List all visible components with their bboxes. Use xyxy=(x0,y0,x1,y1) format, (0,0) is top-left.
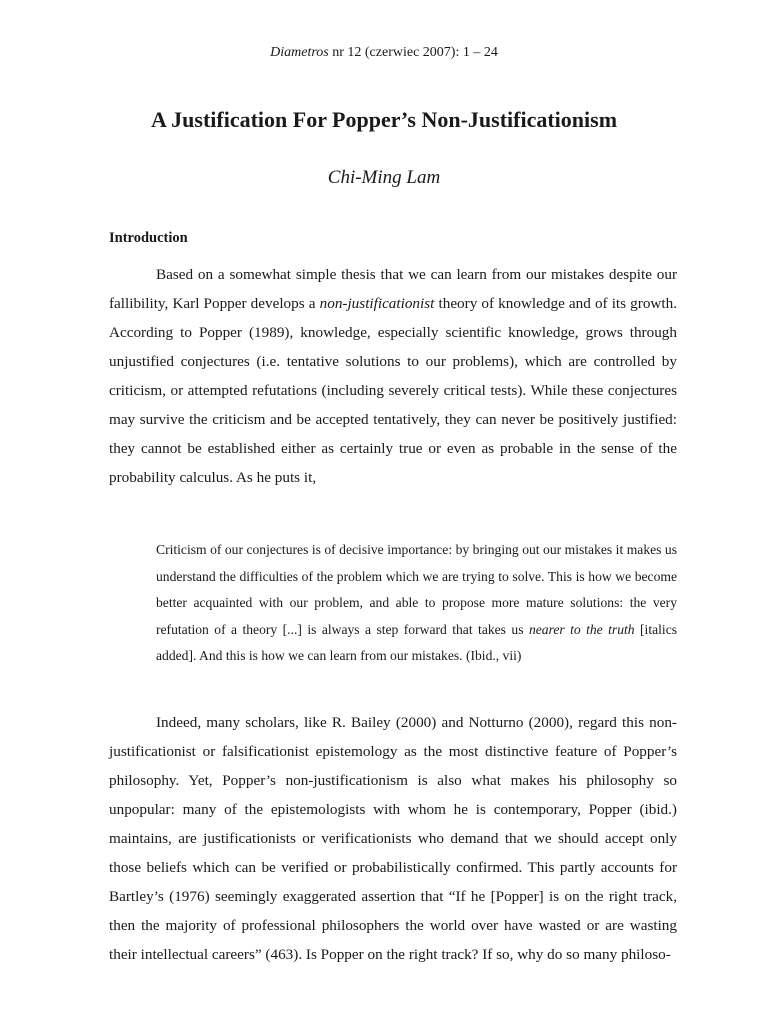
quote-text-a: Criticism of our conjectures is of decisive importance: by bringing out our mistakes it makes us understand the difficulties of the problem which we are trying to solve. This is how we become better acquainted with our problem, and able to propose more mature solutions: the very refutation of a theory [...] is always a step forward that takes us xyxy=(156,542,677,637)
paper-title: A Justification For Popper’s Non-Justificationism xyxy=(150,107,618,132)
quote-italic: nearer to the truth xyxy=(528,621,635,637)
body-paragraph-1 xyxy=(109,260,677,520)
journal-name: Diametros xyxy=(270,45,329,60)
paper-author: Chi-Ming Lam xyxy=(327,167,441,188)
body-paragraph-2 xyxy=(109,708,677,1018)
quote-text-b: [italics added]. And this is how we can learn from our mistakes. (Ibid., vii) xyxy=(156,621,678,663)
paragraph1-text-b: theory of knowledge and of its growth. According to Popper (1989), knowledge, especially scientific knowledge, grows through unjustified conjectures (i.e. tentative solutions to our problems), which are controlled by criticism, or attempted refutations (including severely critical tests). While these conjectures may survive the criticism and be accepted tentatively, they can never be positively justified: they cannot be established either as certainly true or even as probable in the sense of the probability calculus. As he puts it, xyxy=(109,295,677,486)
block-quote xyxy=(156,537,677,670)
journal-citation xyxy=(0,44,768,62)
paragraph1-text-a: Based on a somewhat simple thesis that we can learn from our mistakes despite our fallibility, Karl Popper develops a xyxy=(109,266,677,312)
paragraph2-text: Indeed, many scholars, like R. Bailey (2000) and Notturno (2000), regard this non-justificationist or falsificationist epistemology as the most distinctive feature of Popper’s philosophy. Yet, Popper’s non-justificationism is also what makes his philosophy so unpopular: many of the epistemologists with whom he is contemporary, Popper (ibid.) maintains, are justificationists or verificationists who demand that we should accept only those beliefs which can be verified or probabilistically confirmed. This partly accounts for Bartley’s (1976) seemingly exaggerated assertion that “If he [Popper] is on the right track, then the majority of professional philosophers the world over have wasted or are wasting their intellectual careers” (463). Is Popper on the right track? If so, why do so many philoso- xyxy=(109,714,677,963)
paragraph1-italic: non-justificationist xyxy=(319,295,435,312)
section-heading: Introduction xyxy=(109,230,188,246)
journal-issue: nr 12 (czerwiec 2007): 1 – 24 xyxy=(328,45,498,60)
